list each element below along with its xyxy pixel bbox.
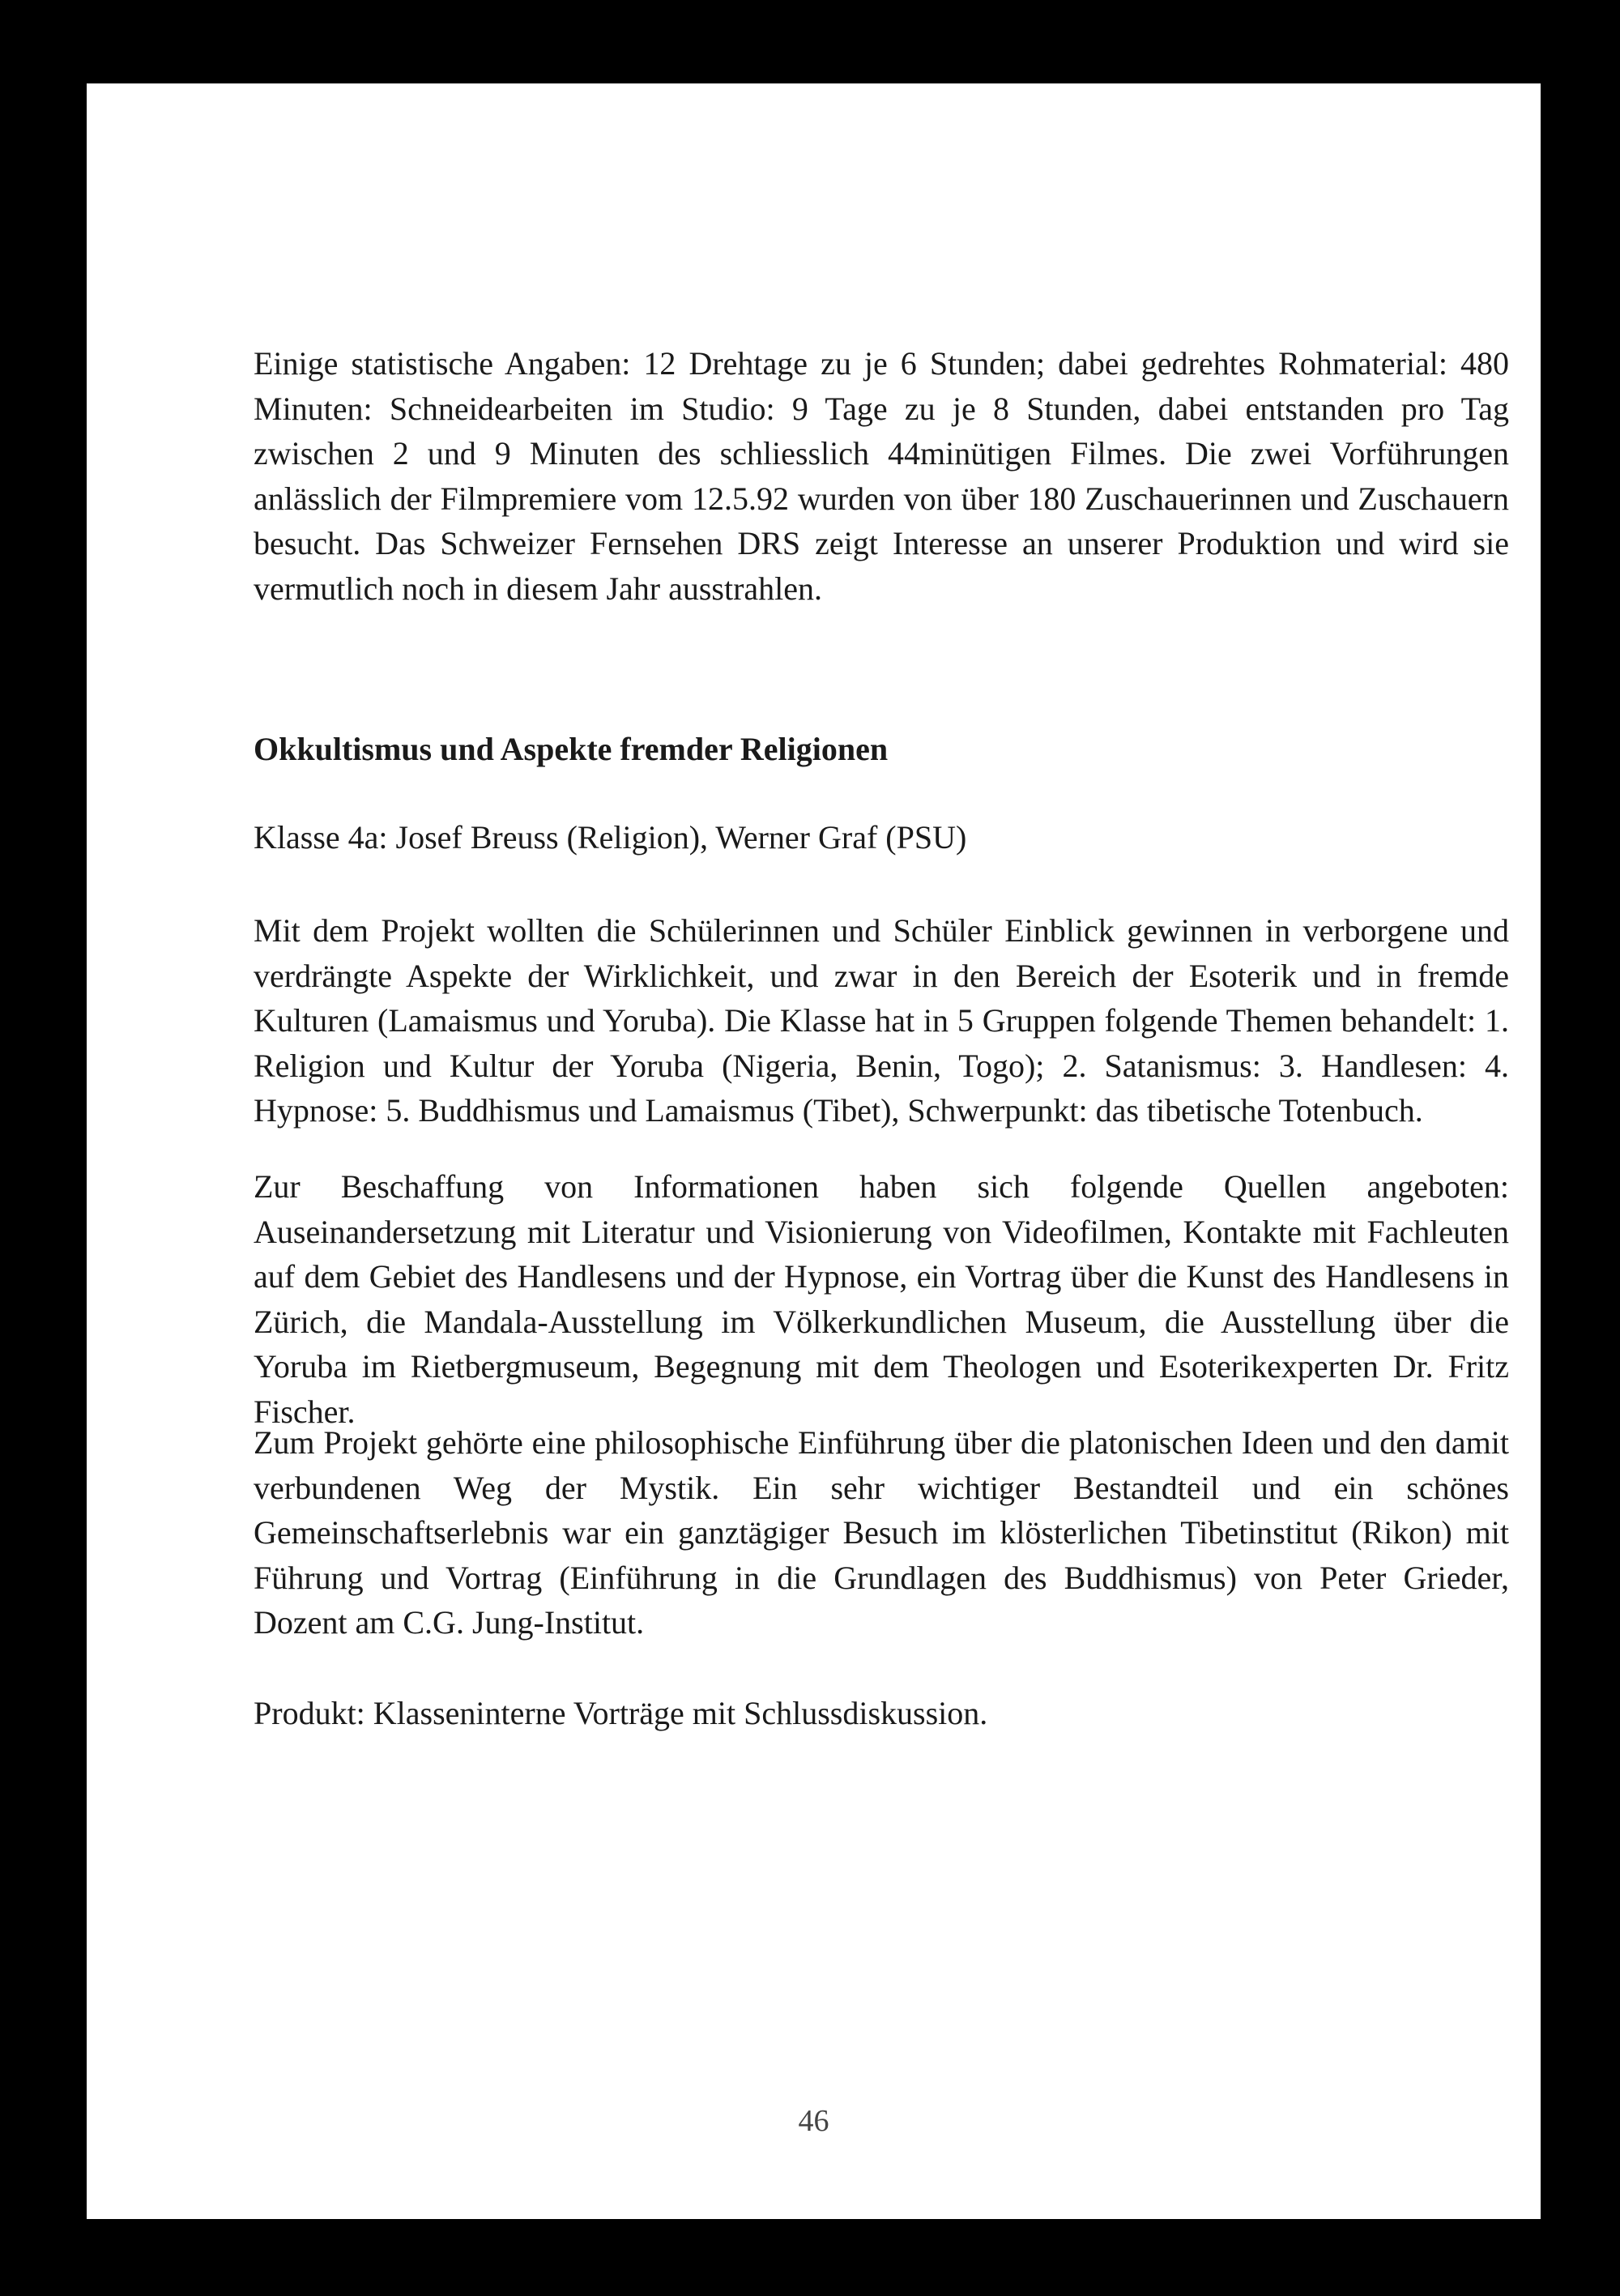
page-number: 46 xyxy=(798,2104,829,2138)
section-heading: Okkultismus und Aspekte fremder Religionen xyxy=(254,731,889,767)
philosophy-paragraph: Zum Projekt gehörte eine philosophische Einführung über die platonischen Ideen und den damit verbundenen Weg der Mystik. Ein sehr wichtiger Bestandteil und ein schönes Gemeinschaftserlebnis war ein ganztägiger Besuch im klösterlichen Tibetinstitut (Rikon) mit Führung und Vortrag (Einführung in die Grundlagen des Buddhismus) von Peter Grieder, Dozent am C.G. Jung-Institut. xyxy=(254,1424,1509,1641)
product-paragraph: Produkt: Klasseninterne Vorträge mit Schlussdiskussion. xyxy=(254,1695,988,1731)
project-description-paragraph: Mit dem Projekt wollten die Schülerinnen und Schüler Einblick gewinnen in verborgene und verdrängte Aspekte der Wirklichkeit, und zwar in den Bereich der Esoterik und in fremde Kulturen (Lamaismus und Yoruba). Die Klasse hat in 5 Gruppen folgende Themen behandelt: 1. Religion und Kultur der Yoruba (Nigeria, Benin, Togo); 2. Satanismus: 3. Handlesen: 4. Hypnose: 5. Buddhismus und Lamaismus (Tibet), Schwerpunkt: das tibetische Totenbuch. xyxy=(254,912,1509,1129)
stats-paragraph: Einige statistische Angaben: 12 Drehtage zu je 6 Stunden; dabei gedrehtes Rohmaterial: 480 Minuten: Schneidearbeiten im Studio: 9 Tage zu je 8 Stunden, dabei entstanden pro Tag zwischen 2 und 9 Minuten des schliesslich 44minütigen Filmes. Die zwei Vorführungen anlässlich der Filmpremiere vom 12.5.92 wurden von über 180 Zuschauerinnen und Zuschauern besucht. Das Schweizer Fernsehen DRS zeigt Interesse an unserer Produktion und wird sie vermutlich noch in diesem Jahr ausstrahlen. xyxy=(254,345,1509,607)
document-page xyxy=(87,83,1541,2219)
sources-paragraph: Zur Beschaffung von Informationen haben sich folgende Quellen angeboten: Auseinandersetzung mit Literatur und Visionierung von Videofilmen, Kontakte mit Fachleuten auf dem Gebiet des Handlesens und der Hypnose, ein Vortrag über die Kunst des Handlesens in Zürich, die Mandala-Ausstellung im Völkerkundlichen Museum, die Ausstellung über die Yoruba im Rietbergmuseum, Begegnung mit dem Theologen und Esoterikexperten Dr. Fritz Fischer. xyxy=(254,1168,1509,1430)
class-info: Klasse 4a: Josef Breuss (Religion), Werner Graf (PSU) xyxy=(254,819,967,856)
